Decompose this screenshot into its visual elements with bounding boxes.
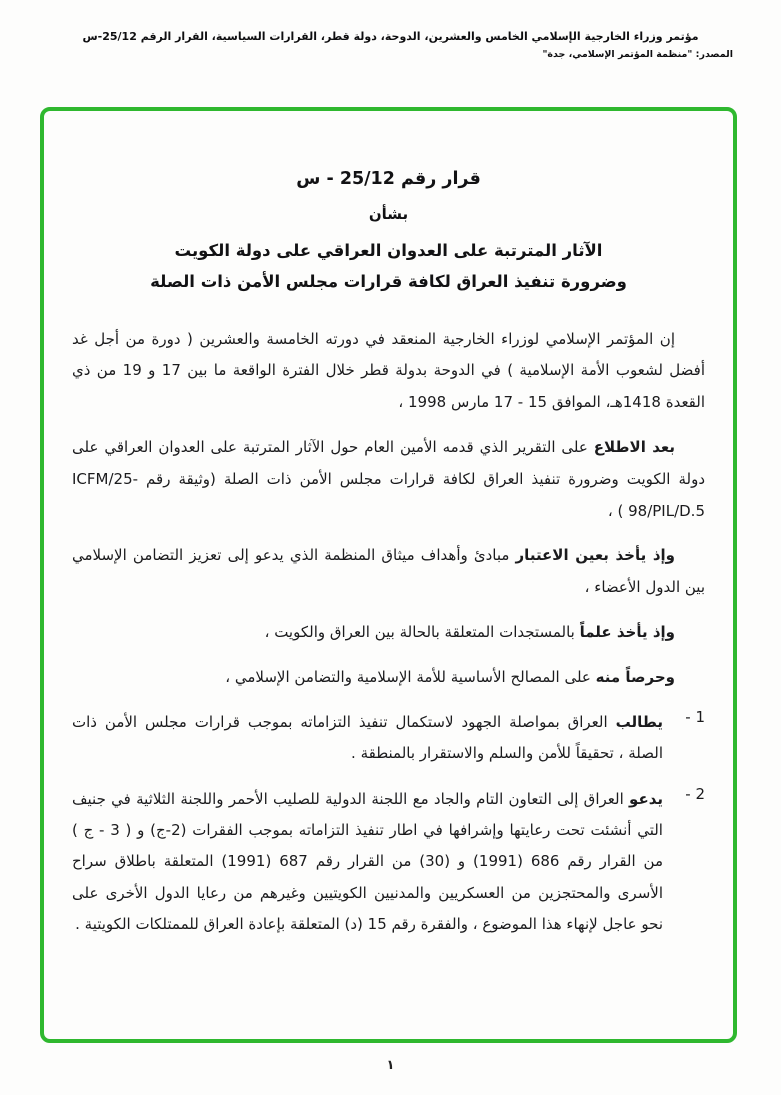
resolution-title-block — [72, 169, 705, 298]
preamble-paragraph-5 — [72, 662, 705, 694]
paragraph-text: إن المؤتمر الإسلامي لوزراء الخارجية المنعقد في دورته الخامسة والعشرين ( دورة من أجل غد أفضل لشعوب الأمة الإسلامية ) في الدوحة بدولة قطر خلال الفترة الواقعة ما بين 17 و 19 من ذي القعدة 1418هـ، الموافق 15 - 17 مارس 1998 ، — [72, 329, 705, 412]
paragraph-text: بالمستجدات المتعلقة بالحالة بين العراق والكويت ، — [264, 623, 575, 642]
item-number: 1 - — [685, 707, 705, 726]
item-body: العراق إلى التعاون التام والجاد مع اللجنة الدولية للصليب الأحمر واللجنة الثلاثية في جنيف التي أنشئت تحت رعايتها وإشرافها في اطار تنفيذ التزاماته بموجب الفقرات (2-ج) و ( 3 - ج ) من القرار رقم 686 (1991) و (30) من القرار رقم 687 (1991) المتعلقة باطلاق سراح الأسرى والمحتجزين من العسكريين والمدنيين الكويتيين وغيرهم من رعايا الدول الأخرى على نحو عاجل لإنهاء هذا الموضوع ، والفقرة رقم 15 (د) المتعلقة بإعادة العراق للممتلكات الكويتية . — [72, 790, 664, 933]
page-number: ١ — [386, 1058, 395, 1073]
resolution-number: قرار رقم 25/12 - س — [296, 169, 481, 189]
preamble-paragraph-1 — [72, 324, 705, 419]
paragraph-lead: بعد الاطلاع — [593, 438, 675, 457]
title-subject-line2: وضرورة تنفيذ العراق لكافة قرارات مجلس الأمن ذات الصلة — [150, 272, 627, 292]
paragraph-text: مبادئ وأهداف ميثاق المنظمة الذي يدعو إلى تعزيز التضامن الإسلامي بين الدول الأعضاء ، — [72, 546, 705, 597]
item-number: 2 - — [685, 785, 705, 804]
preamble-paragraph-3 — [72, 540, 705, 604]
paragraph-text: على التقرير الذي قدمه الأمين العام حول الآثار المترتبة على العدوان العراقي على دولة الكويت وضرورة تنفيذ العراق لكافة قرارات مجلس الأمن ذات الصلة (وثيقة رقم ICFM/25-98/PIL/D.5‏ ) ، — [72, 438, 705, 520]
resolution-body — [72, 324, 705, 940]
document-header — [46, 30, 735, 60]
list-item-1 — [72, 707, 705, 769]
paragraph-lead: وإذ يأخذ علماً — [579, 623, 675, 642]
header-source: المصدر: "منظمة المؤتمر الإسلامي، جدة" — [542, 49, 733, 60]
item-body: العراق بمواصلة الجهود لاستكمال تنفيذ التزاماته بموجب قرارات مجلس الأمن ذات الصلة ، تحقيقاً للأمن والسلم والاستقرار بالمنطقة . — [72, 712, 663, 762]
operative-items — [72, 707, 705, 940]
preamble-paragraph-4 — [72, 617, 705, 649]
item-text — [72, 784, 663, 940]
preamble-paragraph-2 — [72, 432, 705, 527]
paragraph-text: على المصالح الأساسية للأمة الإسلامية والتضامن الإسلامي ، — [225, 667, 591, 686]
paragraph-lead: وحرصاً منه — [595, 667, 675, 686]
item-lead: يطالب — [615, 712, 663, 731]
paragraph-lead: وإذ يأخذ بعين الاعتبار — [515, 546, 675, 565]
header-citation: مؤتمر وزراء الخارجية الإسلامي الخامس والعشرين، الدوحة، دولة قطر، القرارات السياسية، القرار الرقم 25/12-س — [82, 30, 699, 43]
item-text — [72, 707, 663, 769]
green-border-frame — [40, 107, 737, 1043]
title-subject-line1: الآثار المترتبة على العدوان العراقي على دولة الكويت — [174, 241, 603, 260]
title-regarding: بشأن — [368, 205, 409, 223]
list-item-2 — [72, 784, 705, 940]
item-lead: يدعو — [629, 790, 663, 809]
